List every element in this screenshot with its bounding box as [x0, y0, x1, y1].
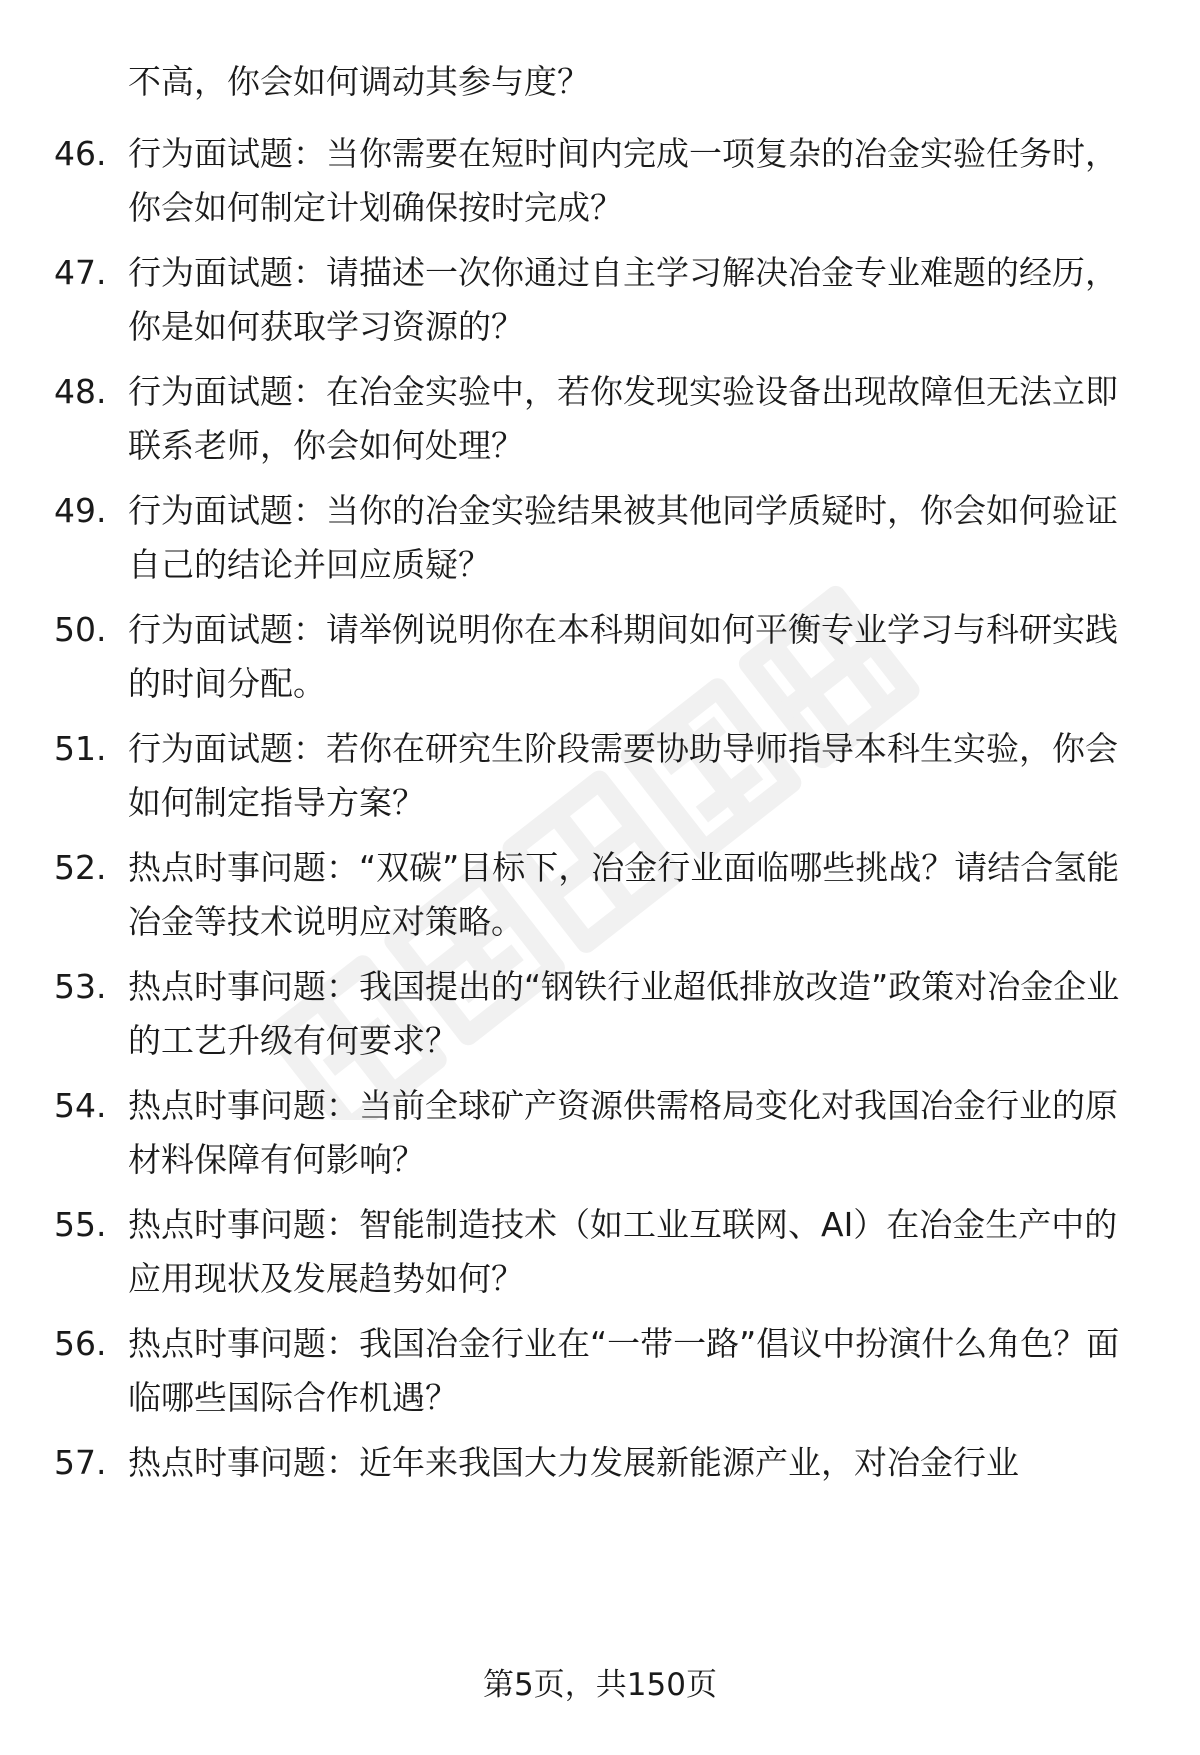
question-text: 行为面试题：在冶金实验中，若你发现实验设备出现故障但无法立即联系老师，你会如何处理？	[128, 372, 1118, 465]
question-text: 行为面试题：当你的冶金实验结果被其他同学质疑时，你会如何验证自己的结论并回应质疑？	[128, 491, 1118, 584]
question-number: 48.	[54, 372, 107, 411]
question-text: 热点时事问题：我国冶金行业在“一带一路”倡议中扮演什么角色？面临哪些国际合作机遇？	[128, 1324, 1120, 1417]
question-number: 53.	[54, 967, 107, 1006]
question-text: 热点时事问题：我国提出的“钢铁行业超低排放改造”政策对冶金企业的工艺升级有何要求？	[128, 967, 1120, 1060]
question-number: 50.	[54, 610, 107, 649]
question-text: 行为面试题：当你需要在短时间内完成一项复杂的冶金实验任务时，你会如何制定计划确保按时完成？	[128, 134, 1118, 227]
question-text: 行为面试题：请描述一次你通过自主学习解决冶金专业难题的经历，你是如何获取学习资源的？	[128, 253, 1118, 346]
question-number: 55.	[54, 1205, 107, 1244]
question-text: 热点时事问题：近年来我国大力发展新能源产业，对冶金行业	[128, 1443, 1019, 1482]
question-text: 行为面试题：若你在研究生阶段需要协助导师指导本科生实验，你会如何制定指导方案？	[128, 729, 1118, 822]
question-number: 46.	[54, 134, 107, 173]
question-number: 57.	[54, 1443, 107, 1482]
question-number: 49.	[54, 491, 107, 530]
question-number: 54.	[54, 1086, 107, 1125]
question-text: 行为面试题：请举例说明你在本科期间如何平衡专业学习与科研实践的时间分配。	[128, 610, 1118, 703]
question-text: 热点时事问题：当前全球矿产资源供需格局变化对我国冶金行业的原材料保障有何影响？	[128, 1086, 1118, 1179]
continuation-text: 不高，你会如何调动其参与度？	[128, 62, 590, 101]
question-number: 47.	[54, 253, 107, 292]
question-number: 56.	[54, 1324, 107, 1363]
question-number: 51.	[54, 729, 107, 768]
page-footer: 第5页，共150页	[483, 1667, 717, 1703]
question-number: 52.	[54, 848, 107, 887]
question-text: 热点时事问题：智能制造技术（如工业互联网、AI）在冶金生产中的应用现状及发展趋势如何？	[128, 1205, 1118, 1298]
question-text: 热点时事问题：“双碳”目标下，冶金行业面临哪些挑战？请结合氢能冶金等技术说明应对策略。	[128, 848, 1120, 941]
